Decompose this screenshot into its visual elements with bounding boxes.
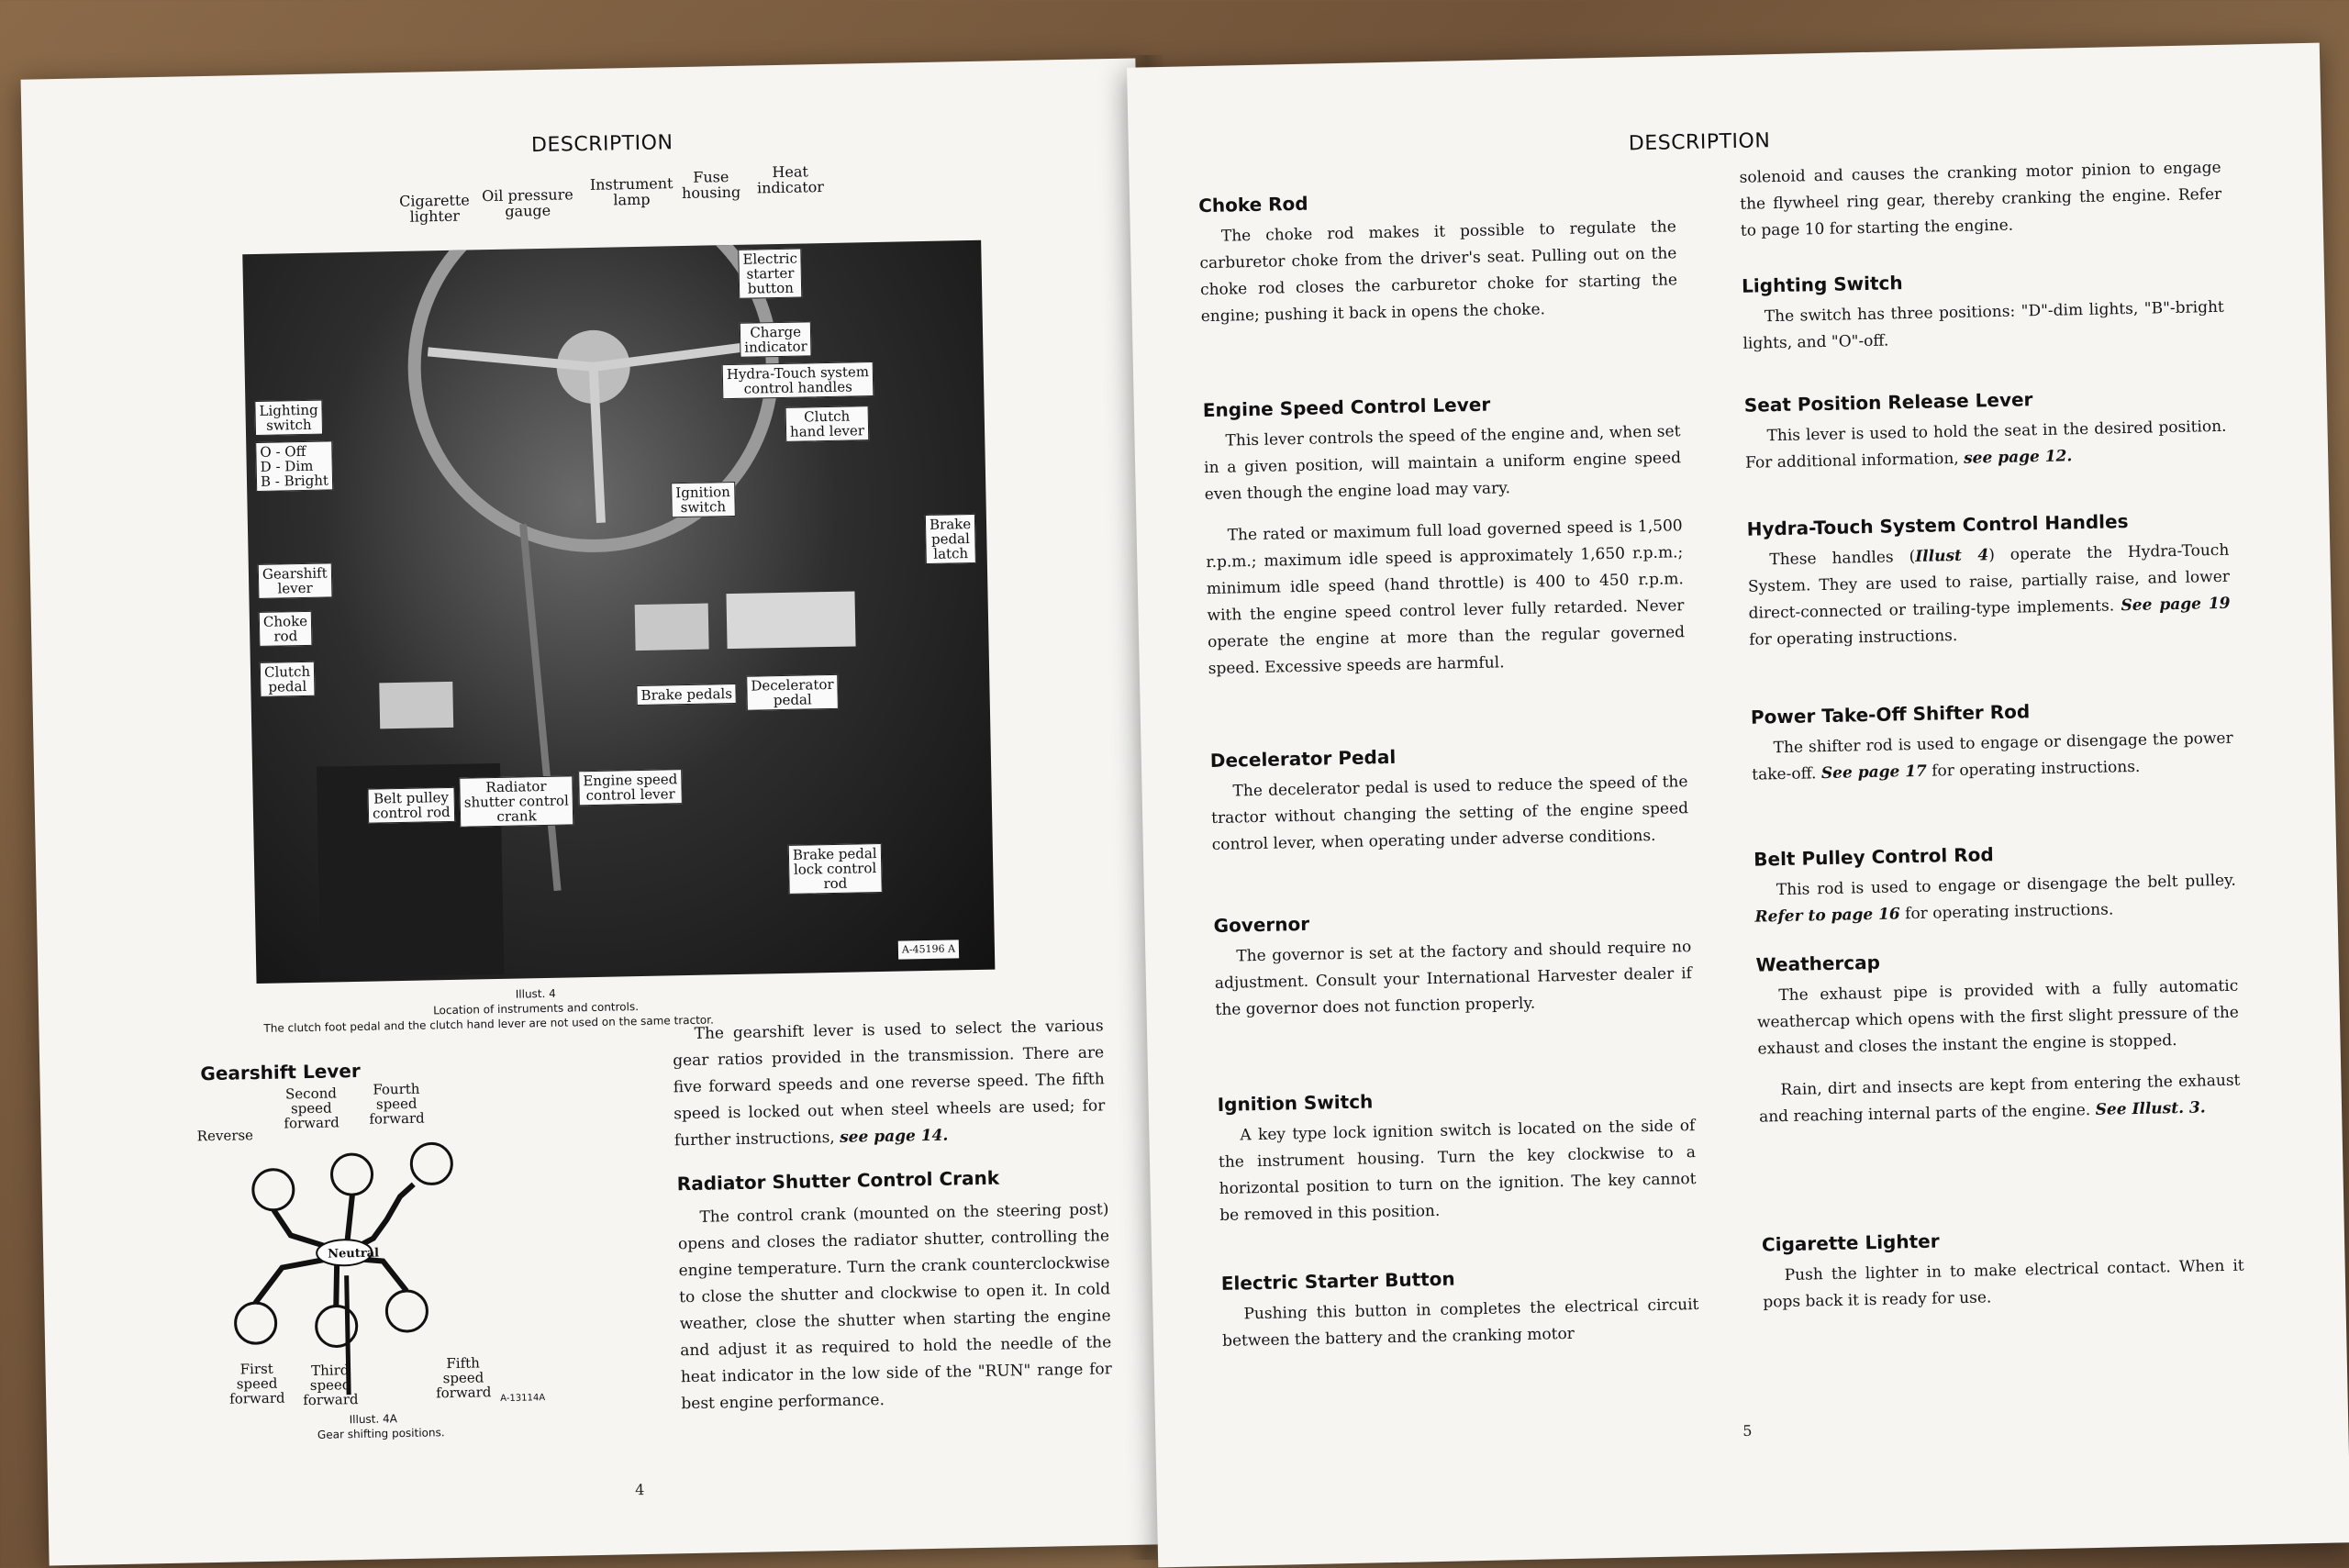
hydra-heading: Hydra-Touch System Control Handles <box>1746 510 2129 540</box>
illust-4-number: Illust. 4 <box>515 986 556 1001</box>
label-cigarette-lighter: Cigarette lighter <box>399 191 470 226</box>
decelerator-text <box>1210 769 1689 859</box>
pto-page-ref: See page 17 <box>1820 762 1928 784</box>
cigarette-heading: Cigarette Lighter <box>1761 1229 1940 1256</box>
weathercap-illust-ref: See Illust. 3. <box>2095 1098 2206 1119</box>
belt-heading: Belt Pulley Control Rod <box>1753 843 1994 871</box>
label-hydra-touch-handles: Hydra-Touch system control handles <box>722 361 874 399</box>
page-number: 5 <box>1742 1421 1753 1440</box>
photo-reference: A-45196 A <box>898 940 959 959</box>
engine-speed-paragraph-2: The rated or maximum full load governed speed is 1,500 r.p.m.; maximum idle speed is approximately 1,650 r.p.m.; minimum idle speed (hand throttle) is 400 to 450 r.p.m. with the engine speed control lever fully retarded. Never operate the engine at more than the regular governed speed. Excessive speeds are harmful. <box>1206 517 1686 679</box>
belt-page-ref: Refer to page 16 <box>1754 905 1900 927</box>
seat-text-main: This lever is used to hold the seat in the desired position. For additional information, <box>1744 417 2227 473</box>
lighting-text <box>1742 295 2225 358</box>
belt-text-1: This rod is used to engage or disengage the belt pulley. <box>1776 871 2237 900</box>
choke-text <box>1199 214 1678 330</box>
starter-text <box>1221 1292 1699 1355</box>
right-page <box>1127 43 2349 1568</box>
label-ignition-switch: Ignition switch <box>671 482 735 517</box>
seat-page-ref: see page 12. <box>1963 447 2073 468</box>
cigarette-paragraph: Push the lighter in to make electrical contact. When it pops back it is ready for use. <box>1763 1256 2244 1312</box>
starter-heading: Electric Starter Button <box>1220 1267 1455 1295</box>
starter-continued-paragraph: solenoid and causes the cranking motor pinion to engage the flywheel ring gear, thereby cranking the engine. Refer to page 10 for starting the engine. <box>1739 158 2222 240</box>
label-brake-pedals: Brake pedals <box>636 684 737 706</box>
belt-text-2: for operating instructions. <box>1899 900 2114 924</box>
illust-4a-number: Illust. 4A <box>349 1412 398 1427</box>
ignition-text <box>1218 1113 1697 1229</box>
label-charge-indicator: Charge indicator <box>740 321 812 357</box>
illust-4-title: Location of instruments and controls. <box>432 1000 640 1018</box>
hydra-text <box>1747 538 2231 654</box>
starter-continued-text <box>1739 155 2222 245</box>
engine-speed-text <box>1203 418 1686 683</box>
pto-text-1: The shifter rod is used to engage or disengage the power take-off. <box>1752 728 2233 784</box>
decelerator-heading: Decelerator Pedal <box>1209 745 1397 773</box>
radiator-paragraph: The control crank (mounted on the steering post) opens and closes the radiator shutter, controlling the engine temperature. Turn the crank counterclockwise to close the shutter and clockwise to open it. In cold weather, close the shutter when starting the engine and adjust it as required to hold the needle of the heat indicator in the low side of the "RUN" range for best engine performance. <box>677 1200 1112 1414</box>
label-choke-rod: Choke rod <box>259 611 313 647</box>
page-number: 4 <box>635 1481 645 1499</box>
label-gearshift-lever: Gearshift lever <box>258 562 332 599</box>
gear-label-reverse: Reverse <box>196 1127 254 1145</box>
governor-paragraph: The governor is set at the factory and should require no adjustment. Consult your International Harvester dealer if the governor does not function properly. <box>1214 938 1693 1019</box>
pto-text-2: for operating instructions. <box>1926 757 2141 781</box>
hydra-text-2: ) operate the Hydra-Touch System. They are used to raise, partially raise, and lower direct-connected or trailing-type implements. <box>1747 540 2231 623</box>
label-heat-indicator: Heat indicator <box>756 162 825 197</box>
belt-text <box>1754 868 2237 931</box>
gear-label-second: Second speed forward <box>284 1084 340 1132</box>
gear-label-third: Third speed forward <box>303 1362 359 1409</box>
label-lighting-switch: Lighting switch <box>254 400 323 436</box>
gear-label-fifth: Fifth speed forward <box>435 1354 492 1402</box>
hydra-text-3: for operating instructions. <box>1749 626 1958 650</box>
seat-text <box>1744 414 2227 477</box>
label-oil-pressure-gauge: Oil pressure gauge <box>481 185 573 220</box>
gearshift-heading: Gearshift Lever <box>200 1059 361 1085</box>
governor-heading: Governor <box>1213 912 1310 938</box>
choke-paragraph: The choke rod makes it possible to regulate the carburetor choke from the driver's seat. Pulling out on the choke rod closes the carburetor choke for starting the engine; pushing it back in opens the choke. <box>1199 217 1678 327</box>
label-decelerator-pedal: Decelerator pedal <box>746 674 839 711</box>
engine-speed-paragraph-1: This lever controls the speed of the engine and, when set in a given position, will maintain a uniform engine speed even though the engine load may vary. <box>1203 422 1682 505</box>
label-fuse-housing: Fuse housing <box>681 168 741 203</box>
pto-text <box>1751 726 2233 789</box>
label-brake-lock-rod: Brake pedal lock control rod <box>788 843 883 895</box>
decelerator-paragraph: The decelerator pedal is used to reduce the speed of the tractor without changing the setting of the engine speed control lever, when operating under adverse conditions. <box>1210 773 1689 855</box>
illust-4-note: The clutch foot pedal and the clutch hand lever are not used on the same tractor. <box>263 1013 714 1035</box>
gear-label-fourth: Fourth speed forward <box>369 1080 425 1128</box>
seat-heading: Seat Position Release Lever <box>1743 388 2033 417</box>
gearshift-text-main: The gearshift lever is used to select the various gear ratios provided in the transmission. There are five forward speeds and one reverse speed. The fifth speed is locked out when steel wheels are used; for further instructions, <box>673 1017 1106 1151</box>
label-lighting-options: O - Off D - Dim B - Bright <box>255 440 333 492</box>
label-electric-starter-button: Electric starter button <box>738 249 802 299</box>
gearshift-page-ref: see page 14. <box>839 1126 949 1147</box>
tractor-controls-photo <box>242 240 995 984</box>
hydra-text-1: These handles ( <box>1769 547 1916 570</box>
left-page <box>21 58 1164 1565</box>
choke-heading: Choke Rod <box>1197 192 1308 217</box>
lighting-heading: Lighting Switch <box>1741 272 1903 297</box>
starter-paragraph: Pushing this button in completes the electrical circuit between the battery and the cranking motor <box>1221 1296 1699 1351</box>
page-title: DESCRIPTION <box>1628 129 1771 156</box>
engine-speed-heading: Engine Speed Control Lever <box>1202 393 1491 422</box>
weathercap-heading: Weathercap <box>1755 951 1881 976</box>
gear-label-first: First speed forward <box>229 1360 285 1407</box>
label-radiator-shutter-crank: Radiator shutter control crank <box>459 775 573 827</box>
radiator-heading: Radiator Shutter Control Crank <box>676 1166 1000 1195</box>
lighting-paragraph: The switch has three positions: "D"-dim lights, "B"-bright lights, and "O"-off. <box>1742 297 2224 353</box>
label-brake-pedal-latch: Brake pedal latch <box>925 514 976 564</box>
label-clutch-pedal: Clutch pedal <box>260 662 316 697</box>
governor-text <box>1214 934 1693 1024</box>
ignition-paragraph: A key type lock ignition switch is located on the side of the instrument housing. Turn the key clockwise to a horizontal position to turn on the ignition. The key cannot be removed in this position. <box>1218 1117 1697 1225</box>
label-instrument-lamp: Instrument lamp <box>589 174 674 209</box>
hydra-illust-ref: Illust 4 <box>1915 546 1989 566</box>
weathercap-text <box>1756 973 2241 1131</box>
page-title: DESCRIPTION <box>530 131 674 158</box>
pto-heading: Power Take-Off Shifter Rod <box>1750 700 2031 728</box>
hydra-page-ref: See page 19 <box>2121 594 2231 616</box>
label-belt-pulley-rod: Belt pulley control rod <box>367 787 454 824</box>
weathercap-paragraph-1: The exhaust pipe is provided with a fully automatic weathercap which opens with the first slight pressure of the exhaust and closes the instant the engine is stopped. <box>1756 976 2240 1059</box>
steering-wheel-graphic <box>242 240 995 984</box>
gear-label-neutral: Neutral <box>328 1246 380 1262</box>
label-clutch-hand-lever: Clutch hand lever <box>785 406 870 442</box>
cigarette-text <box>1762 1253 2244 1317</box>
gearshift-text <box>672 1013 1106 1154</box>
illust-4a-title: Gear shifting positions. <box>317 1426 445 1441</box>
radiator-text <box>677 1196 1112 1418</box>
label-engine-speed-lever: Engine speed control lever <box>578 769 683 806</box>
weathercap-paragraph-2: Rain, dirt and insects are kept from entering the exhaust and reaching internal parts of the engine. <box>1758 1071 2241 1127</box>
ignition-heading: Ignition Switch <box>1217 1090 1374 1116</box>
gear-diagram-reference: A-13114A <box>500 1393 546 1405</box>
